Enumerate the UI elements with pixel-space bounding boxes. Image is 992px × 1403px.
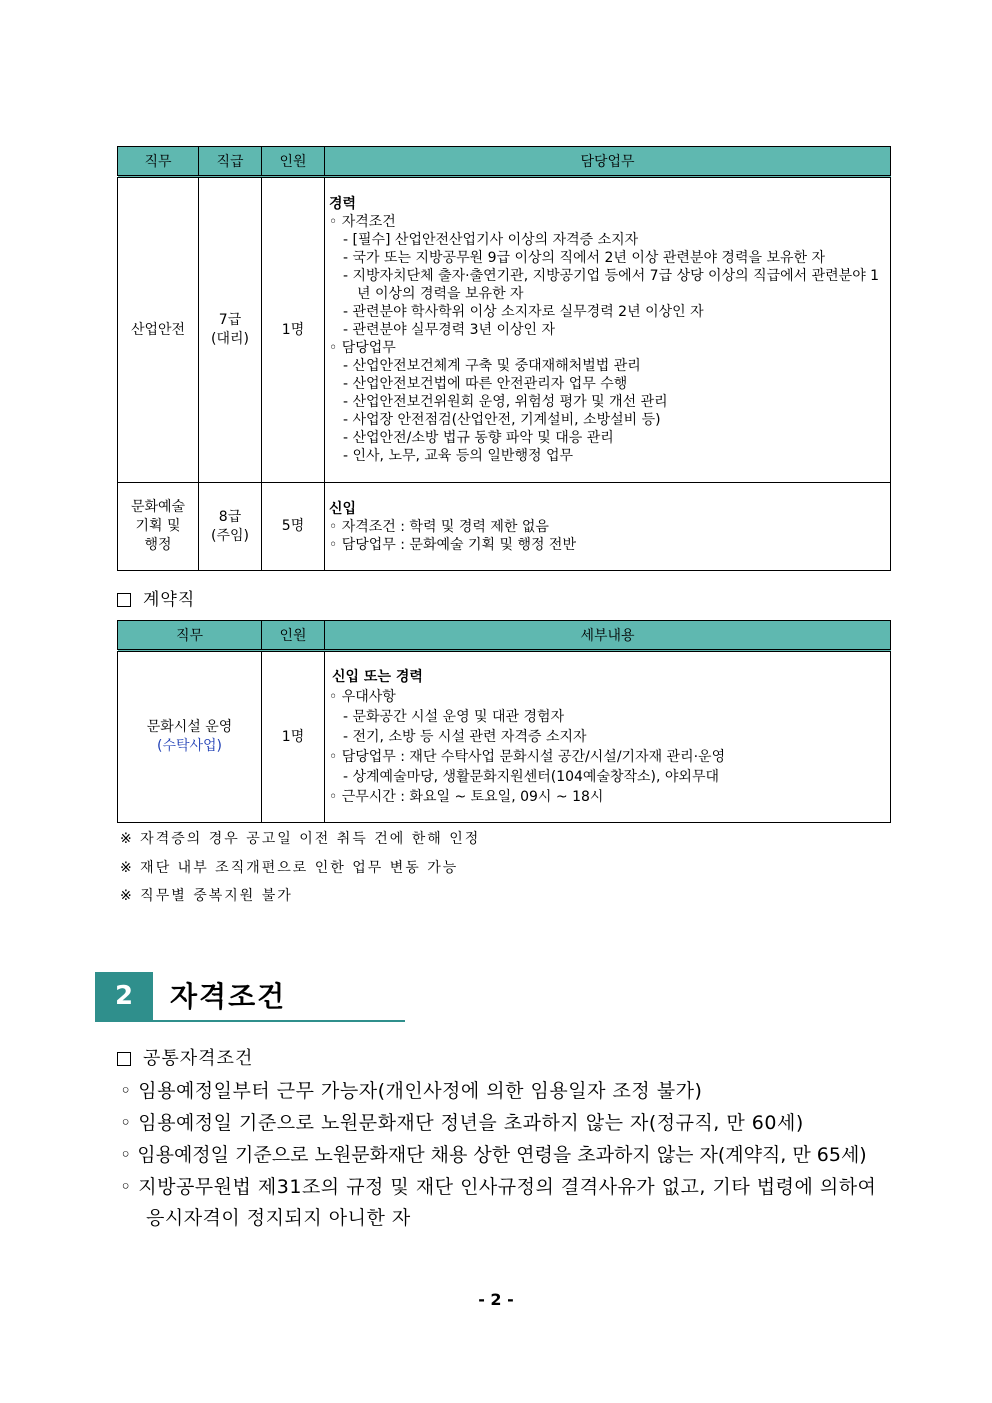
header-detail: 세부내용 xyxy=(325,621,891,651)
header-grade: 직급 xyxy=(199,147,262,177)
checkbox-icon xyxy=(117,593,131,607)
duty-title: 신입 또는 경력 xyxy=(332,669,423,685)
job-line: 행정 xyxy=(144,537,172,553)
job-table-regular xyxy=(117,146,891,571)
job-line: 문화예술 xyxy=(130,499,186,515)
duty-line: - 산업안전보건위원회 운영, 위험성 평가 및 개선 관리 xyxy=(343,394,668,410)
duty-line: ◦ 담당업무 xyxy=(329,340,396,356)
duty-line: - 산업안전보건법에 따른 안전관리자 업무 수행 xyxy=(343,376,628,392)
duty-line: - 상계예술마당, 생활문화지원센터(104예술창작소), 야외무대 xyxy=(343,769,719,785)
header-count: 인원 xyxy=(262,147,325,177)
table-row xyxy=(118,651,891,823)
job-cell: 산업안전 xyxy=(118,177,199,483)
common-item: ◦ 임용예정일부터 근무 가능자(개인사정에 의한 임용일자 조정 불가) xyxy=(120,1080,703,1102)
duty-line: - 산업안전보건체계 구축 및 중대재해처벌법 관리 xyxy=(343,358,641,374)
duty-title: 신입 xyxy=(329,500,357,517)
duty-line: - 인사, 노무, 교육 등의 일반행정 업무 xyxy=(343,448,573,464)
grade-title: (주임) xyxy=(211,527,249,544)
common-item: ◦ 지방공무원법 제31조의 규정 및 재단 인사규정의 결격사유가 없고, 기타 법령에 의하여 xyxy=(120,1176,877,1198)
job-cell xyxy=(118,483,199,571)
job-name: 문화시설 운영 xyxy=(146,719,233,735)
header-count: 인원 xyxy=(262,621,325,651)
header-job: 직무 xyxy=(118,621,262,651)
grade-level: 7급 xyxy=(218,312,242,328)
section-number: 2 xyxy=(95,972,153,1020)
note: ※ 재단 내부 조직개편으로 인한 업무 변동 가능 xyxy=(120,860,459,876)
grade-cell xyxy=(199,177,262,483)
job-line: 기획 및 xyxy=(135,518,181,534)
duty-cell xyxy=(325,483,891,571)
grade-cell xyxy=(199,483,262,571)
table-header-row xyxy=(118,147,891,177)
duty-line: ◦ 우대사항 xyxy=(329,689,396,705)
duty-title: 경력 xyxy=(329,196,357,212)
header-duty: 담당업무 xyxy=(325,147,891,177)
duty-line: - 국가 또는 지방공무원 9급 이상의 직에서 2년 이상 관련분야 경력을 보유한 자 xyxy=(343,250,825,266)
table-row xyxy=(118,483,891,571)
job-sub-label: (수탁사업) xyxy=(156,738,223,754)
duty-line: ◦ 담당업무 : 문화예술 기획 및 행정 전반 xyxy=(329,536,576,553)
count-cell: 5명 xyxy=(262,483,325,571)
duty-line: - 산업안전/소방 법규 동향 파악 및 대응 관리 xyxy=(343,430,614,446)
duty-line: - 문화공간 시설 운영 및 대관 경험자 xyxy=(343,709,565,725)
section-divider xyxy=(95,1020,405,1022)
grade-level: 8급 xyxy=(218,508,242,525)
job-cell xyxy=(118,651,262,823)
duty-line: - 관련분야 실무경력 3년 이상인 자 xyxy=(343,322,556,338)
contract-heading-text: 계약직 xyxy=(143,590,196,610)
table-header-row xyxy=(118,621,891,651)
duty-line: - 전기, 소방 등 시설 관련 자격증 소지자 xyxy=(343,729,587,745)
page-number: - 2 - xyxy=(478,1290,514,1309)
contract-heading xyxy=(117,585,195,610)
section-title: 자격조건 xyxy=(170,980,287,1013)
table-row xyxy=(118,177,891,483)
duty-line: - [필수] 산업안전산업기사 이상의 자격증 소지자 xyxy=(343,232,639,248)
duty-line: ◦ 근무시간 : 화요일 ~ 토요일, 09시 ~ 18시 xyxy=(329,789,604,805)
common-item-continued: 응시자격이 정지되지 아니한 자 xyxy=(146,1207,411,1229)
grade-title: (대리) xyxy=(211,331,249,347)
header-job: 직무 xyxy=(118,147,199,177)
duty-cell xyxy=(325,177,891,483)
duty-cell xyxy=(325,651,891,823)
duty-line: - 관련분야 학사학위 이상 소지자로 실무경력 2년 이상인 자 xyxy=(343,304,704,320)
count-cell: 1명 xyxy=(262,177,325,483)
duty-line: - 지방자치단체 출자·출연기관, 지방공기업 등에서 7급 상당 이상의 직급에서 관련분야 1년 이상의 경력을 보유한 자 xyxy=(343,268,880,302)
note: ※ 자격증의 경우 공고일 이전 취득 건에 한해 인정 xyxy=(120,831,481,847)
common-heading-text: 공통자격조건 xyxy=(143,1048,254,1069)
duty-line: ◦ 자격조건 : 학력 및 경력 제한 없음 xyxy=(329,518,549,535)
checkbox-icon xyxy=(117,1052,131,1066)
note: ※ 직무별 중복지원 불가 xyxy=(120,888,293,904)
count-cell: 1명 xyxy=(262,651,325,823)
job-table-contract xyxy=(117,620,891,823)
common-item: ◦ 임용예정일 기준으로 노원문화재단 정년을 초과하지 않는 자(정규직, 만 60세) xyxy=(120,1112,804,1134)
duty-line: - 사업장 안전점검(산업안전, 기계설비, 소방설비 등) xyxy=(343,412,661,428)
duty-line: ◦ 자격조건 xyxy=(329,214,396,230)
duty-line: ◦ 담당업무 : 재단 수탁사업 문화시설 공간/시설/기자재 관리·운영 xyxy=(329,749,726,765)
common-heading xyxy=(117,1044,253,1070)
common-item: ◦ 임용예정일 기준으로 노원문화재단 채용 상한 연령을 초과하지 않는 자(계약직, 만 65세) xyxy=(120,1144,867,1166)
